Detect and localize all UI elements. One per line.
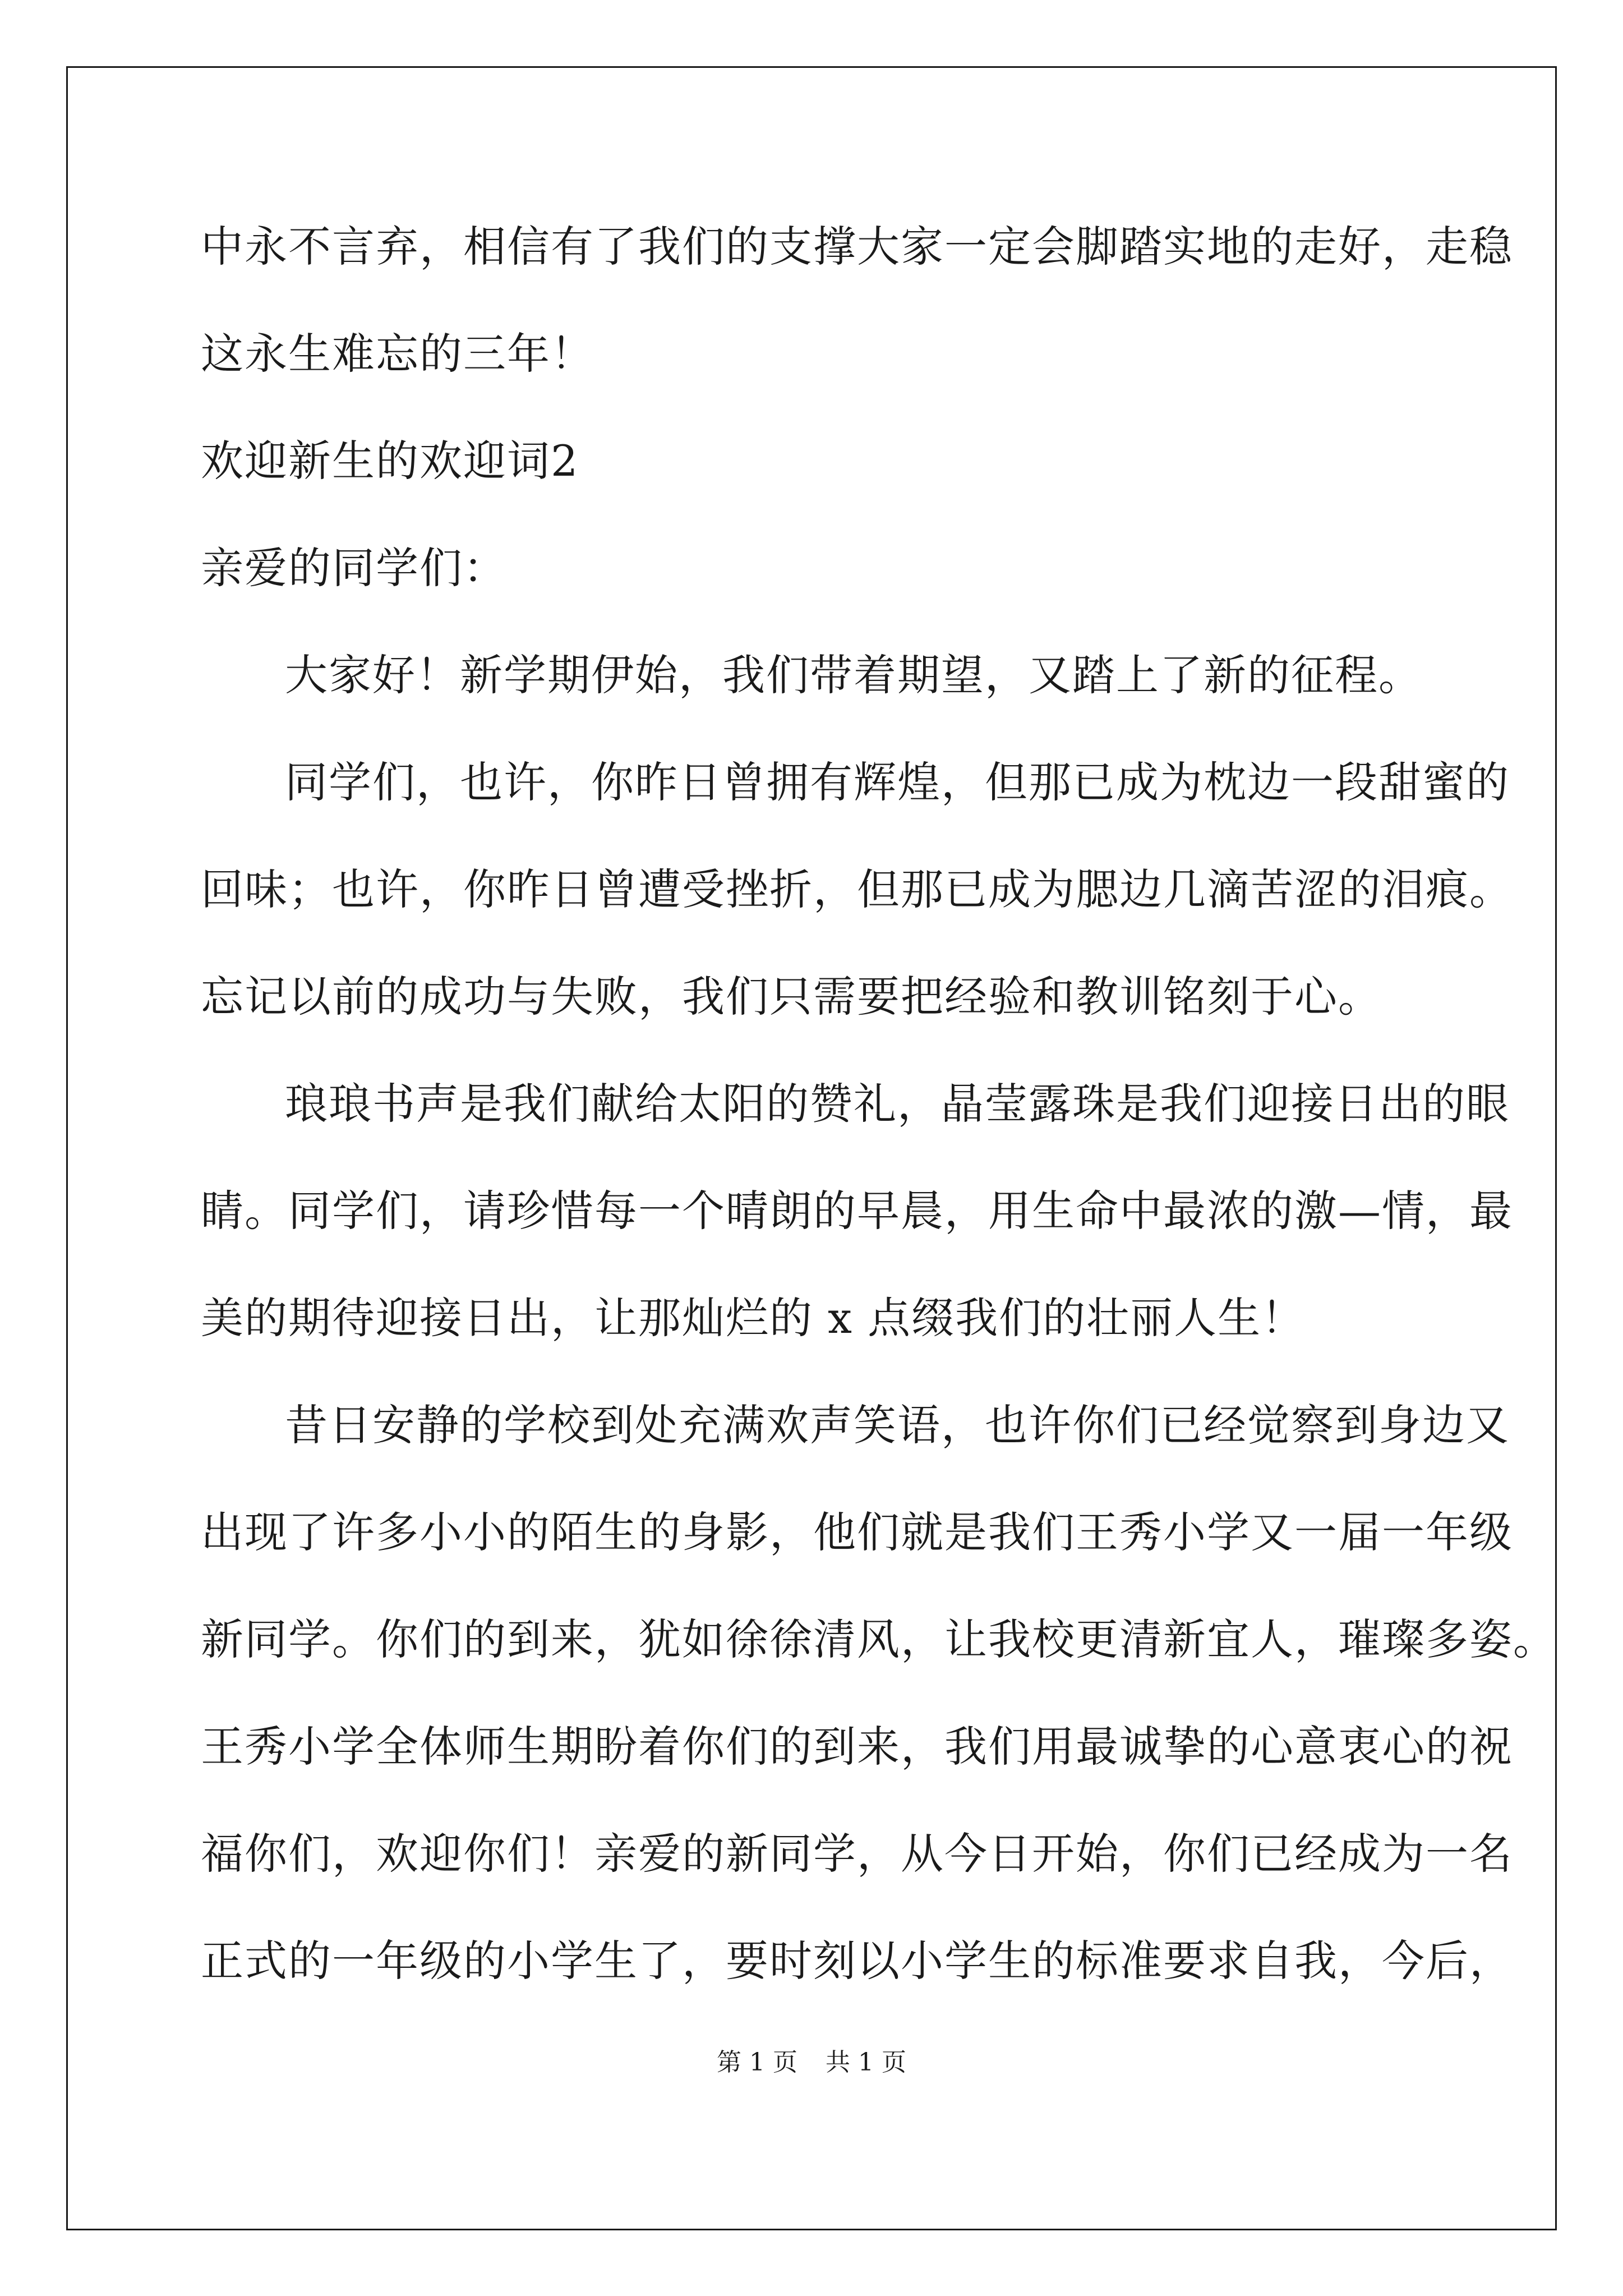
text-line: 出现了许多小小的陌生的身影，他们就是我们王秀小学又一届一年级 — [201, 1507, 1513, 1557]
text-line: 同学们，也许，你昨日曾拥有辉煌，但那已成为枕边一段甜蜜的 — [285, 757, 1510, 807]
document-body — [201, 213, 1557, 2035]
page-number: 第 1 页 — [717, 2048, 797, 2077]
text-line: 美的期待迎接日出，让那灿烂的 x 点缀我们的壮丽人生！ — [201, 1293, 1306, 1343]
page-total: 共 1 页 — [826, 2048, 906, 2077]
page-footer — [0, 2042, 1623, 2078]
text-line: 睛。同学们，请珍惜每一个晴朗的早晨，用生命中最浓的激—情，最 — [201, 1186, 1513, 1236]
text-line: 新同学。你们的到来，犹如徐徐清风，让我校更清新宜人，璀璨多姿。 — [201, 1614, 1557, 1664]
text-line: 昔日安静的学校到处充满欢声笑语，也许你们已经觉察到身边又 — [285, 1400, 1510, 1450]
text-line: 正式的一年级的小学生了，要时刻以小学生的标准要求自我，今后， — [201, 1936, 1513, 1986]
text-line: 这永生难忘的三年！ — [201, 329, 594, 379]
text-line: 欢迎新生的欢迎词2 — [201, 436, 579, 486]
text-line: 琅琅书声是我们献给太阳的赞礼，晶莹露珠是我们迎接日出的眼 — [285, 1079, 1510, 1129]
text-line: 亲爱的同学们： — [201, 543, 507, 593]
text-line: 福你们，欢迎你们！亲爱的新同学，从今日开始，你们已经成为一名 — [201, 1829, 1513, 1879]
text-line: 王秀小学全体师生期盼着你们的到来，我们用最诚挚的心意衷心的祝 — [201, 1722, 1513, 1772]
text-line: 大家好！新学期伊始，我们带着期望，又踏上了新的征程。 — [285, 650, 1422, 700]
text-line: 回味；也许，你昨日曾遭受挫折，但那已成为腮边几滴苦涩的泪痕。 — [201, 864, 1513, 914]
text-line: 忘记以前的成功与失败，我们只需要把经验和教训铭刻于心。 — [201, 972, 1382, 1022]
text-line: 中永不言弃，相信有了我们的支撑大家一定会脚踏实地的走好，走稳 — [201, 222, 1513, 272]
